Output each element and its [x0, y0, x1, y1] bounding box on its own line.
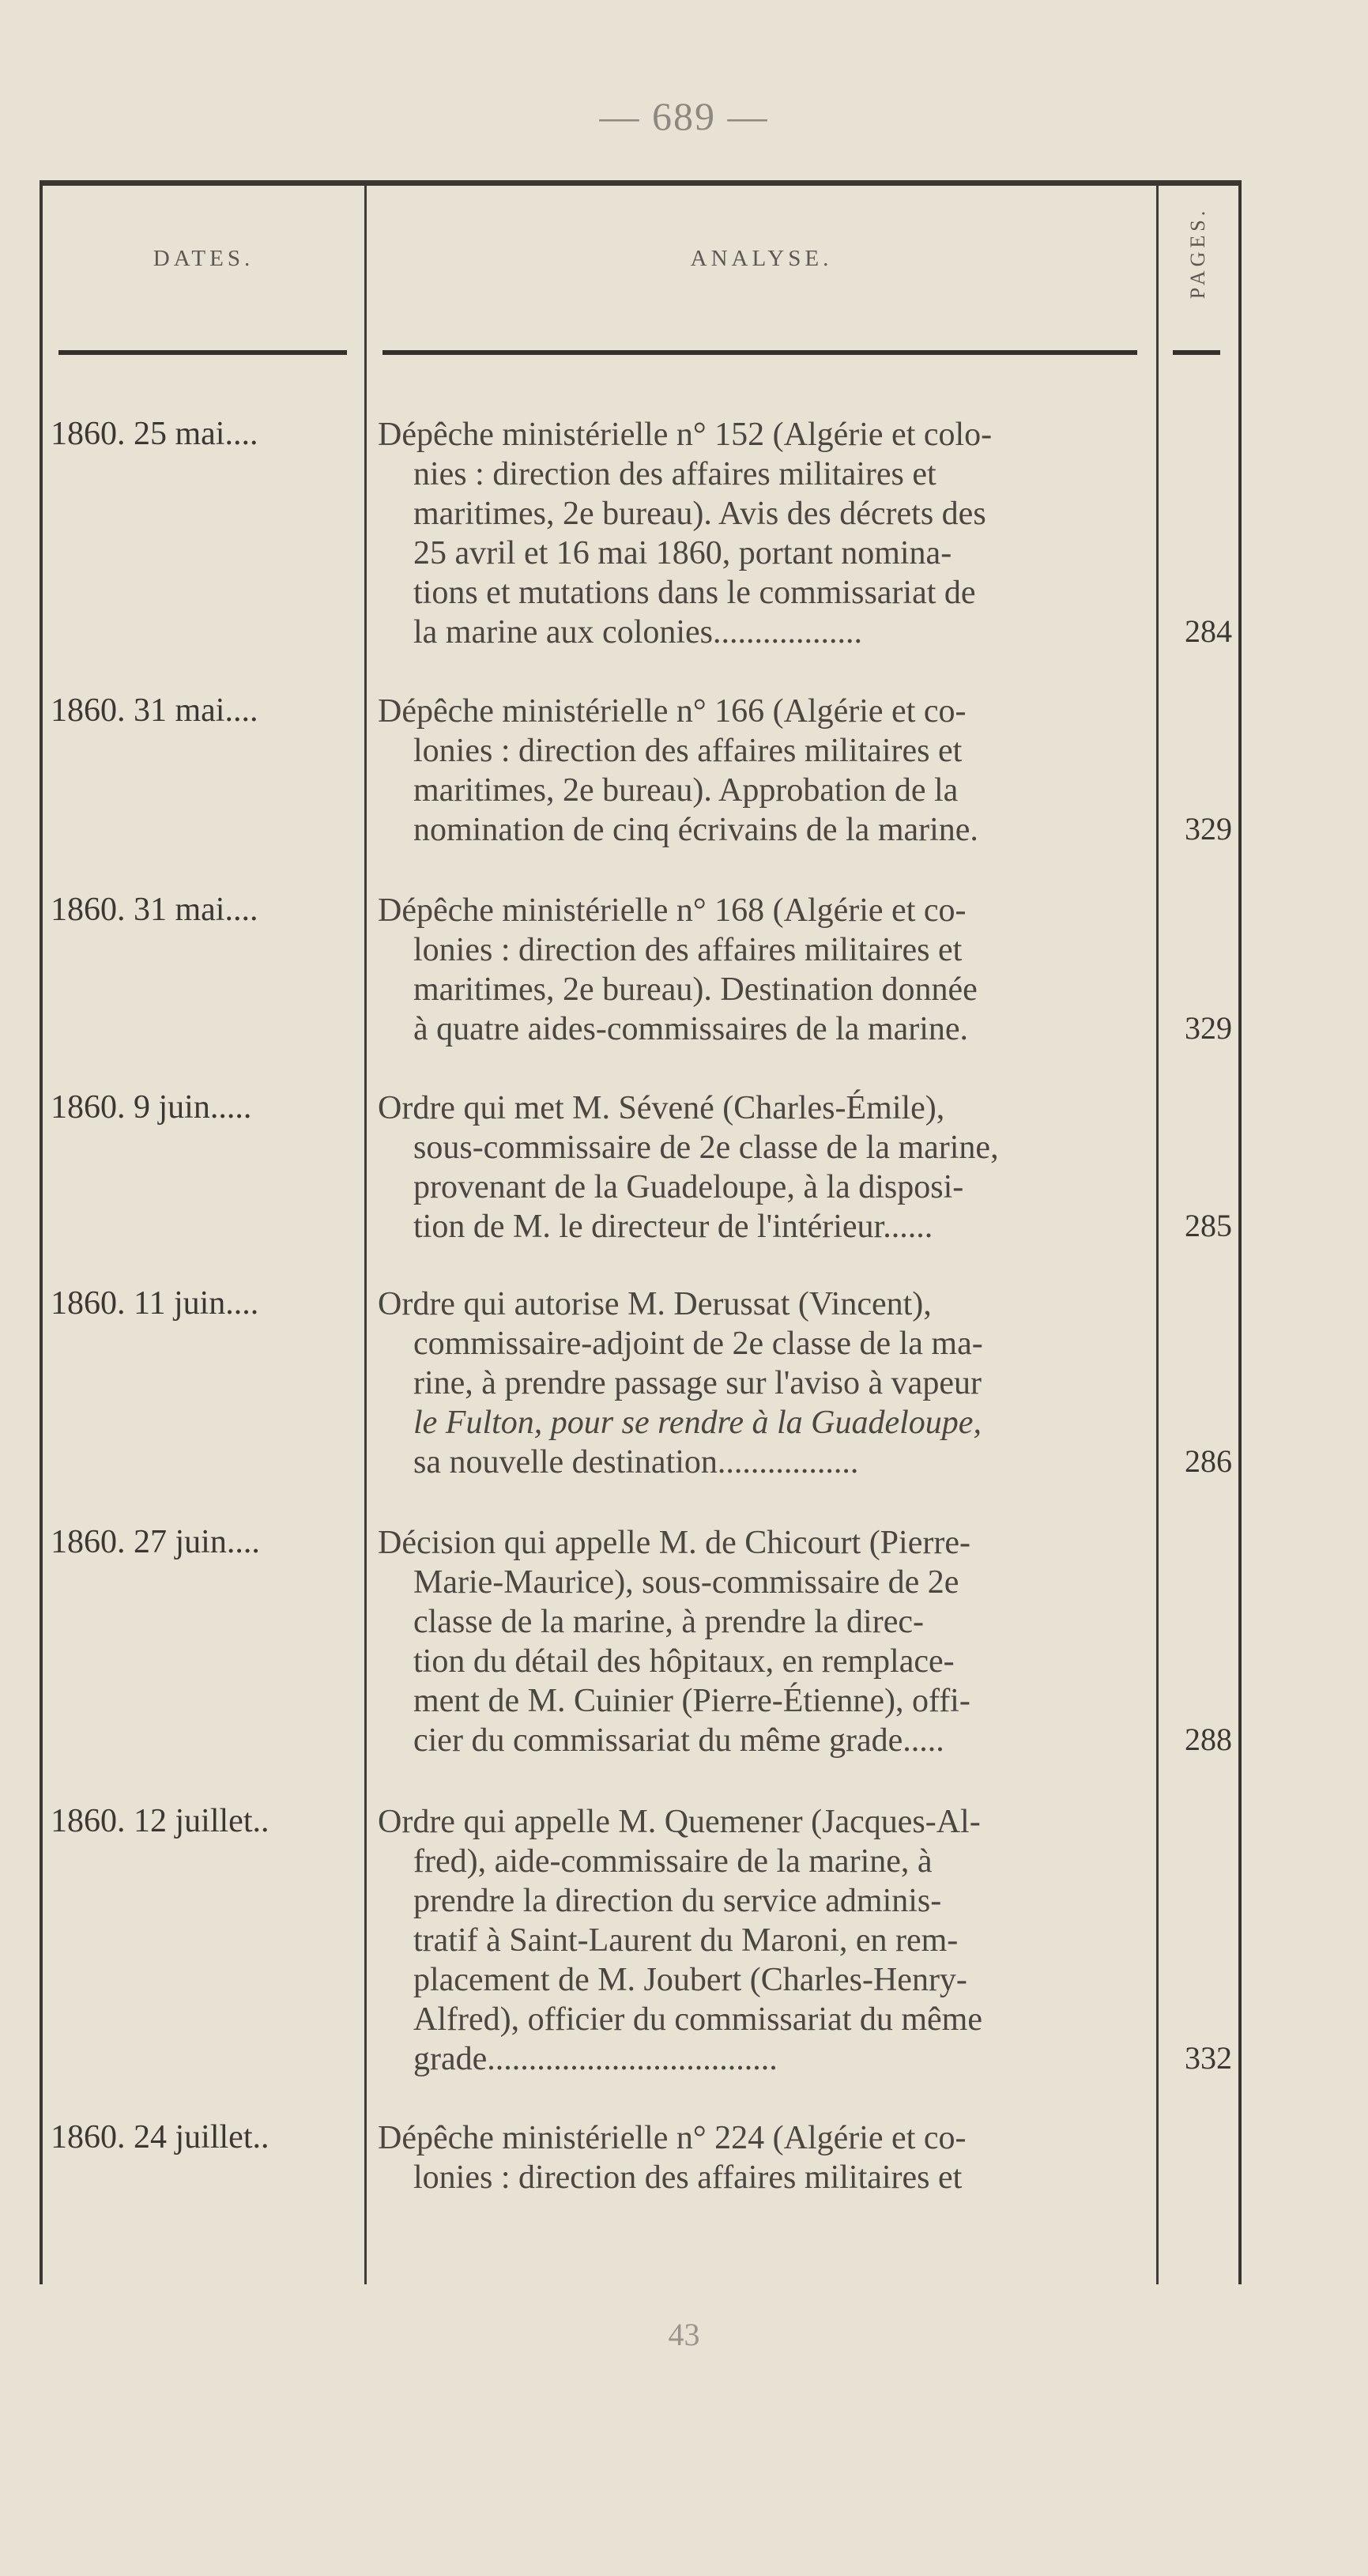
- signature-mark: 43: [668, 2317, 700, 2352]
- table-frame: [40, 180, 1242, 2284]
- entry-page: 288: [1185, 1722, 1232, 1757]
- entry-analysis: [378, 1088, 1141, 1247]
- analysis-line: tions et mutations dans le commissariat de: [413, 575, 976, 611]
- header-rule-analyse: [383, 350, 1137, 355]
- analysis-line: lonies : direction des affaires militaires et: [413, 733, 963, 769]
- analysis-line: Dépêche ministérielle n° 224 (Algérie et co-: [378, 2120, 967, 2156]
- analysis-line: Dépêche ministérielle n° 152 (Algérie et colo-: [378, 417, 993, 453]
- entry-analysis: [378, 891, 1141, 1049]
- entry-date: 1860. 27 juin....: [51, 1524, 260, 1560]
- analysis-line: classe de la marine, à prendre la direc-: [413, 1604, 924, 1640]
- analysis-line: commissaire-adjoint de 2e classe de la ma-: [413, 1326, 983, 1362]
- entry-page: 329: [1185, 811, 1232, 847]
- entry-page: 332: [1185, 2040, 1232, 2076]
- page-number: — 689 —: [599, 94, 769, 138]
- entry-date: 1860. 12 juillet..: [51, 1803, 269, 1839]
- analysis-line: à quatre aides-commissaires de la marine.: [413, 1011, 969, 1047]
- entry-date: 1860. 31 mai....: [51, 892, 258, 928]
- analysis-line: fred), aide-commissaire de la marine, à: [413, 1843, 933, 1880]
- analysis-line: le Fulton, pour se rendre à la Guadeloupe,: [413, 1405, 982, 1441]
- entry-date: 1860. 11 juin....: [51, 1285, 259, 1322]
- entry-analysis: [378, 1523, 1141, 1760]
- entry-date: 1860. 9 juin.....: [51, 1089, 252, 1126]
- analysis-line: Ordre qui appelle M. Quemener (Jacques-Al-: [378, 1804, 981, 1840]
- analysis-line: nomination de cinq écrivains de la marine.: [413, 812, 978, 848]
- analysis-line: Dépêche ministérielle n° 166 (Algérie et co-: [378, 693, 967, 730]
- entry-analysis: [378, 415, 1141, 652]
- analysis-line: prendre la direction du service adminis-: [413, 1883, 942, 1919]
- analysis-line: placement de M. Joubert (Charles-Henry-: [413, 1962, 967, 1998]
- analysis-line: Dépêche ministérielle n° 168 (Algérie et co-: [378, 892, 967, 929]
- header-rule-dates: [58, 350, 347, 355]
- entry-analysis: [378, 692, 1141, 850]
- entry-date: 1860. 25 mai....: [51, 416, 258, 452]
- analysis-line: cier du commissariat du même grade.....: [413, 1722, 944, 1759]
- entry-date: 1860. 24 juillet..: [51, 2119, 269, 2155]
- analysis-line: tion du détail des hôpitaux, en remplace-: [413, 1643, 955, 1680]
- entry-page: 286: [1185, 1443, 1232, 1479]
- entry-page: 285: [1185, 1208, 1232, 1243]
- analysis-line: nies : direction des affaires militaires et: [413, 456, 936, 492]
- entry-page: 329: [1185, 1010, 1232, 1046]
- analysis-line: maritimes, 2e bureau). Destination donnée: [413, 971, 978, 1008]
- analysis-line: tratif à Saint-Laurent du Maroni, en rem-: [413, 1922, 959, 1959]
- analysis-line: tion de M. le directeur de l'intérieur......: [413, 1209, 933, 1245]
- analysis-line: Ordre qui met M. Sévené (Charles-Émile),: [378, 1090, 945, 1126]
- header-rule-pages: [1173, 350, 1220, 355]
- entry-date: 1860. 31 mai....: [51, 692, 258, 729]
- analysis-line: la marine aux colonies..................: [413, 614, 863, 651]
- analysis-line: Décision qui appelle M. de Chicourt (Pierre-: [378, 1525, 970, 1561]
- entry-analysis: [378, 2118, 1141, 2197]
- analysis-line: Marie-Maurice), sous-commissaire de 2e: [413, 1564, 959, 1601]
- analysis-line: Alfred), officier du commissariat du même: [413, 2001, 982, 2038]
- analysis-line: sa nouvelle destination.................: [413, 1444, 859, 1480]
- analysis-line: lonies : direction des affaires militaires et: [413, 932, 963, 968]
- analysis-line: Ordre qui autorise M. Derussat (Vincent),: [378, 1286, 932, 1322]
- analysis-line: maritimes, 2e bureau). Approbation de la: [413, 772, 959, 809]
- header-pages: [1159, 206, 1238, 300]
- analysis-line: lonies : direction des affaires militaires et: [413, 2159, 963, 2196]
- column-divider-dates: [364, 186, 367, 2284]
- analysis-line: grade...................................: [413, 2041, 778, 2077]
- header-pages-label: PAGES.: [1186, 206, 1210, 300]
- analysis-line: maritimes, 2e bureau). Avis des décrets des: [413, 496, 986, 532]
- header-analyse: ANALYSE.: [690, 246, 833, 271]
- entry-page: 284: [1185, 613, 1232, 649]
- analysis-line: ment de M. Cuinier (Pierre-Étienne), offi-: [413, 1683, 970, 1719]
- entry-analysis: [378, 1802, 1141, 2079]
- analysis-line: rine, à prendre passage sur l'aviso à vapeur: [413, 1365, 982, 1401]
- analysis-line: provenant de la Guadeloupe, à la disposi-: [413, 1169, 964, 1205]
- analysis-line: sous-commissaire de 2e classe de la marine,: [413, 1130, 999, 1166]
- entry-analysis: [378, 1284, 1141, 1482]
- header-dates: DATES.: [153, 246, 254, 271]
- analysis-line: 25 avril et 16 mai 1860, portant nomina-: [413, 535, 952, 571]
